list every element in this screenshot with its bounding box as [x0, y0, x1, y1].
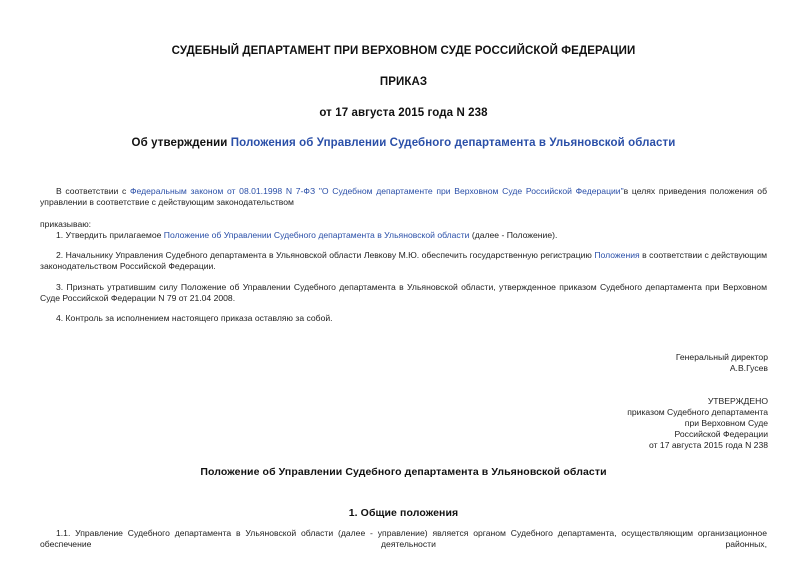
document-type: ПРИКАЗ [379, 76, 428, 88]
item1-text-start: 1. Утвердить прилагаемое [56, 230, 164, 240]
subject-prefix: Об утверждении [131, 137, 231, 149]
item2-text-start: 2. Начальнику Управления Судебного департамента в Ульяновской области Левкову М.Ю. обеспечить государственную регистрацию [56, 250, 595, 260]
document-date-number: от 17 августа 2015 года N 238 [319, 107, 488, 119]
preamble-paragraph [40, 186, 767, 208]
preamble-text-end: в целях приведения положения об управлении в соответствие с действующим законодательством [40, 186, 768, 207]
order-word: приказываю: [40, 219, 92, 229]
regulation-short-link[interactable]: Положения [594, 250, 640, 260]
order-item-4: 4. Контроль за исполнением настоящего приказа оставляю за собой. [56, 313, 333, 323]
subject-link[interactable]: Положения об Управлении Судебного департамента в Ульяновской области [230, 137, 676, 149]
regulation-link[interactable]: Положение об Управлении Судебного департамента в Ульяновской области [163, 230, 470, 240]
approval-line-5: от 17 августа 2015 года N 238 [649, 440, 768, 450]
order-item-3: 3. Признать утратившим силу Положение об Управлении Судебного департамента в Ульяновской области, утвержденное приказом Судебного департамента при Верховном Суде Российской Федерации N 79 от 21.04 2008. [40, 282, 767, 303]
order-item-2 [40, 250, 767, 272]
approval-line-2: приказом Судебного департамента [627, 407, 768, 417]
signatory-name: А.В.Гусев [729, 363, 768, 373]
paragraph-1-1: 1.1. Управление Судебного департамента в Ульяновской области (далее - управление) является органом Судебного департамента, осуществляющим организационное обеспечение деятельности районных, [40, 528, 767, 549]
approval-line-4: Российской Федерации [674, 429, 768, 439]
annex-title: Положение об Управлении Судебного департамента в Ульяновской области [200, 466, 607, 478]
section-heading: 1. Общие положения [348, 507, 459, 519]
item1-text-end: (далее - Положение). [469, 230, 558, 240]
preamble-text-start: В соответствии с [56, 186, 130, 196]
document-subject [0, 137, 807, 149]
approval-line-3: при Верховном Суде [684, 418, 768, 428]
item2-text-end: в соответствии с действующим законодательством Российской Федерации. [40, 250, 768, 271]
signatory-title: Генеральный директор [675, 352, 768, 362]
federal-law-link[interactable]: Федеральным законом от 08.01.1998 N 7-ФЗ "О Судебном департаменте при Верховном Суде Российской Федерации" [130, 186, 624, 196]
order-item-1 [56, 230, 767, 241]
approval-label: УТВЕРЖДЕНО [707, 396, 768, 406]
department-heading: СУДЕБНЫЙ ДЕПАРТАМЕНТ ПРИ ВЕРХОВНОМ СУДЕ РОССИЙСКОЙ ФЕДЕРАЦИИ [171, 45, 636, 57]
